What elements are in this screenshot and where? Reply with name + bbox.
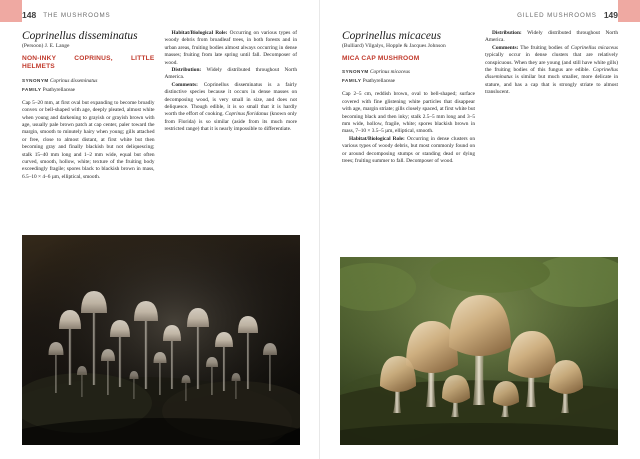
habitat-paragraph-left <box>165 30 298 67</box>
common-name-right: MICA CAP MUSHROOM <box>342 55 420 62</box>
folio-right: 149 <box>603 10 618 20</box>
family-row-right <box>342 77 475 85</box>
distribution-paragraph-right <box>485 30 618 45</box>
comments-paragraph-left <box>165 82 298 134</box>
family-row-left <box>22 86 155 94</box>
common-name-left: NON-INKY COPRINUS, LITTLE HELMETS <box>22 55 155 71</box>
synonym-row-right <box>342 68 475 76</box>
family-label-right: FAMILY <box>342 78 362 84</box>
comments-italic-right: Coprinellus micaceus <box>570 44 618 51</box>
running-head-right <box>517 8 618 22</box>
photo-coprinellus-disseminatus <box>22 235 300 445</box>
distribution-paragraph-left <box>165 67 298 82</box>
synonym-row-left <box>22 77 155 85</box>
species-authority-left: (Persoon) J. E. Lange <box>22 43 70 49</box>
comments-text-3-right: is similar but much smaller, more delicate in stature, and has a cap that is strongly striate to almost translucent. <box>485 74 618 96</box>
synonym-value-left: Coprinus disseminatus <box>50 77 98 84</box>
comments-paragraph-right <box>485 45 618 97</box>
right-column-1 <box>342 30 475 165</box>
species-name-right: Coprinellus micaceus <box>342 30 442 42</box>
header-band-left <box>0 0 22 22</box>
family-value-right: Psathyrellaceae <box>362 78 395 85</box>
family-value-left: Psathyrellaceae <box>42 86 75 93</box>
left-column-1 <box>22 30 155 181</box>
comments-italic-left: Coprinus floridanus <box>225 111 269 118</box>
species-name-left: Coprinellus disseminatus <box>22 30 138 42</box>
running-head-right-text: GILLED MUSHROOMS <box>517 11 597 19</box>
comments-italic-2-right: Coprinellus disseminatus <box>485 67 618 81</box>
habitat-label-right: Habitat/Biological Role: <box>349 135 405 142</box>
distribution-text-right: Widely distributed throughout North America. <box>485 30 618 44</box>
habitat-text-left: Occurring on various types of woody debris from broadleaf trees, in both forests and in urban areas, fruiting bodies almost always occurring in dense masses; fruiting from late spring until fall. Decomposer of wood. <box>164 30 297 66</box>
family-label-left: FAMILY <box>22 86 42 92</box>
description-left: Cap 5–20 mm, at first oval but expanding to become broadly convex or bell-shaped with age, deeply pleated, almost white when young and darkening to grayish or grayish brown with age, usually pale brown patch at cap center, paler toward the margin, smooth to minutely hairy when young; gills attached or free, close to almost distant, at first white but then becoming gray and finally blackish but not deliquescing; stalk 15–40 mm long and 1–2 mm wide, equal but often curved, smooth, hollow, white; texture of the fruiting body exceedingly fragile; spores black to blackish brown in mass, 6.5–10 × 4–6 µm, elliptical, smooth. <box>22 99 155 180</box>
synonym-label-left: SYNONYM <box>22 77 49 83</box>
comments-label-left: Comments: <box>171 81 198 88</box>
habitat-paragraph-right <box>342 136 475 166</box>
right-text-columns <box>342 30 618 165</box>
distribution-label-left: Distribution: <box>171 67 202 74</box>
photo-coprinellus-micaceus <box>340 257 618 445</box>
header-band-right <box>618 0 640 22</box>
right-column-2 <box>485 30 618 165</box>
photo-left-illustration <box>22 235 300 445</box>
description-right: Cap 2–5 cm, reddish brown, oval to bell-shaped; surface covered with fine glistening white particles that disappear with age, margin striate; gills closely spaced, at first white but becoming black and then inky; stalk 2.5–5 mm long and 3–5 mm wide, hollow, fragile, white; spores blackish brown in mass, 7–10 × 3.5–5 µm, elliptical, smooth. <box>342 91 475 135</box>
synonym-label-right: SYNONYM <box>342 69 369 75</box>
comments-text-1-left: Coprinellus disseminatus is a fairly distinctive species because it occurs in dense masses on decomposing wood, is very small in size, and does not deliquesce. Though edible, it is so small that it is hardly worth the effort of cooking. <box>164 81 297 118</box>
habitat-label-left: Habitat/Biological Role: <box>171 30 228 36</box>
folio-left: 148 <box>22 10 37 20</box>
photo-right-illustration <box>340 257 618 445</box>
species-authority-right: (Bulliard) Vilgalys, Hopple & Jacques Johnson <box>342 43 446 49</box>
habitat-text-right: Occurring in dense clusters on various types of woody debris, but most commonly found on or around decomposing stumps or standing dead or dying trees; fruiting summer to fall. Decomposer of wood. <box>342 135 476 164</box>
comments-text-1-right: The fruiting bodies of <box>520 44 569 51</box>
distribution-label-right: Distribution: <box>492 30 522 36</box>
running-head-left <box>22 8 111 22</box>
comments-text-2-left: (known only from Florida) is so similar (aside from its much more restricted range) that it is nearly impossible to differentiate. <box>164 111 297 133</box>
left-text-columns <box>22 30 297 181</box>
left-column-2 <box>165 30 298 181</box>
synonym-value-right: Coprinus micaceus <box>370 69 410 76</box>
comments-label-right: Comments: <box>492 44 519 51</box>
right-page <box>320 0 640 459</box>
distribution-text-left: Widely distributed throughout North America. <box>164 67 297 81</box>
running-head-left-text: THE MUSHROOMS <box>43 11 111 19</box>
comments-text-2-right: typically occur in dense clusters that are relatively conspicuous. When they are young (and still have white gills) the fruiting bodies of this fungus are edible. <box>485 52 618 74</box>
